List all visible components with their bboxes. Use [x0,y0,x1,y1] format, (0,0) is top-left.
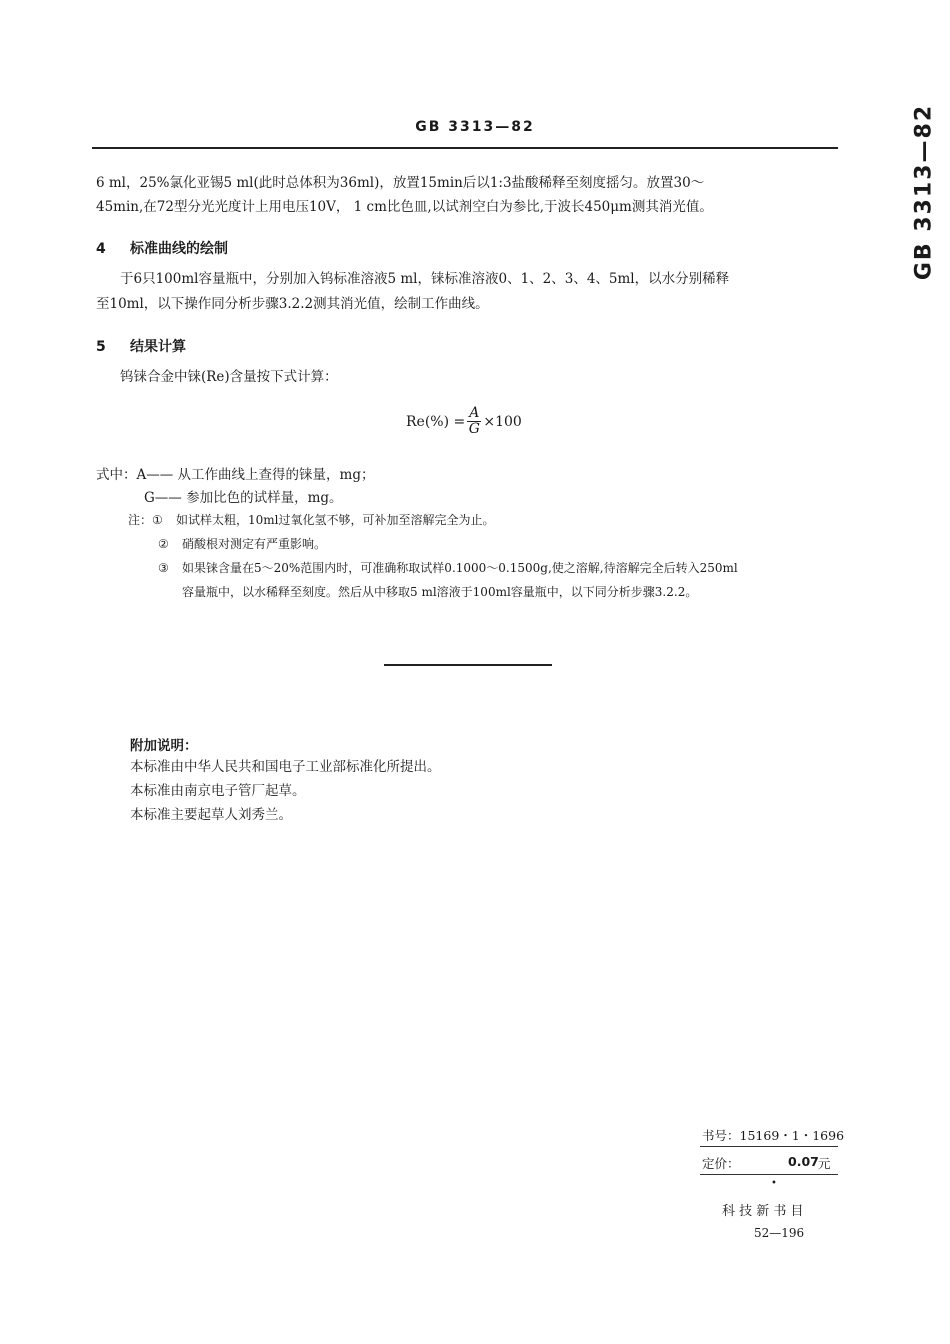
section-4-line-2: 至10ml，以下操作同分析步骤3.2.2测其消光值，绘制工作曲线。 [96,296,489,312]
formula-numerator: A [469,405,480,421]
price-value: 0.07 [788,1154,819,1169]
footer-bullet: • [771,1178,777,1189]
formula [406,406,522,437]
where-G: G—— 参加比色的试样量，mg。 [144,490,343,506]
note-3-mark: ③ [158,561,169,575]
header-rule [92,147,838,149]
continuation-line-2: 45min,在72型分光光度计上用电压10V， 1 cm比色皿,以试剂空白为参比,于波长450μm测其消光值。 [96,199,713,215]
footer-rule-2 [700,1174,838,1175]
section-4-title: 标准曲线的绘制 [130,241,228,257]
appendix-line-1: 本标准由中华人民共和国电子工业部标准化所提出。 [130,759,441,775]
section-5-number: 5 [96,339,106,355]
formula-denominator: G [468,421,480,437]
section-5-intro: 钨铼合金中铼(Re)含量按下式计算： [120,369,338,385]
price-unit: 元 [818,1156,831,1171]
notes-label: 注： [128,513,153,527]
where-label: 式中： [96,467,137,483]
note-3-text-2: 容量瓶中，以水稀释至刻度。然后从中移取5 ml溶液于100ml容量瓶中，以下同分析步骤3.2.2。 [182,585,698,599]
continuation-line-1: 6 ml，25%氯化亚锡5 ml(此时总体积为36ml)，放置15min后以1:3盐酸稀释至刻度摇匀。放置30～ [96,175,705,191]
catalog-number: 52—196 [754,1226,805,1240]
note-1 [128,510,495,531]
note-3-text-1: 如果铼含量在5～20%范围内时，可准确称取试样0.1000～0.1500g,使之溶解,待溶解完全后转入250ml [182,561,738,575]
side-label-text: GB 3313—82 [911,103,937,281]
section-5-heading [96,336,186,356]
appendix-title: 附加说明： [130,738,198,754]
note-2 [158,534,326,555]
note-1-text: 如试样太粗，10ml过氧化氢不够，可补加至溶解完全为止。 [176,513,495,527]
book-number-value: 15169・1・1696 [739,1128,845,1143]
catalog-title: 科 技 新 书 目 [722,1204,804,1219]
note-3 [158,558,738,579]
appendix-line-2: 本标准由南京电子管厂起草。 [130,783,306,799]
section-4-line-1: 于6只100ml容量瓶中，分别加入钨标准溶液5 ml，铼标准溶液0、1、2、3、4、5ml，以水分别稀释 [120,271,730,287]
book-number-label: 书号： [702,1128,740,1143]
where-A: A—— 从工作曲线上查得的铼量，mg； [136,467,375,483]
section-4-heading [96,238,228,258]
section-5-title: 结果计算 [130,339,186,355]
formula-lhs: Re(%) = [406,413,466,430]
section-divider [384,664,552,666]
where-A-line [96,464,374,486]
appendix-line-3: 本标准主要起草人刘秀兰。 [130,807,292,823]
note-2-mark: ② [158,537,169,551]
footer-rule-1 [700,1146,838,1147]
page-header-standard: GB 3313—82 [415,119,535,135]
formula-fraction [467,406,481,437]
side-label [894,103,950,281]
book-number [702,1126,844,1144]
price-label: 定价： [702,1156,740,1171]
note-1-mark: ① [152,513,163,527]
note-2-text: 硝酸根对测定有严重影响。 [182,537,327,551]
section-4-number: 4 [96,241,106,257]
formula-tail: ×100 [483,413,522,430]
